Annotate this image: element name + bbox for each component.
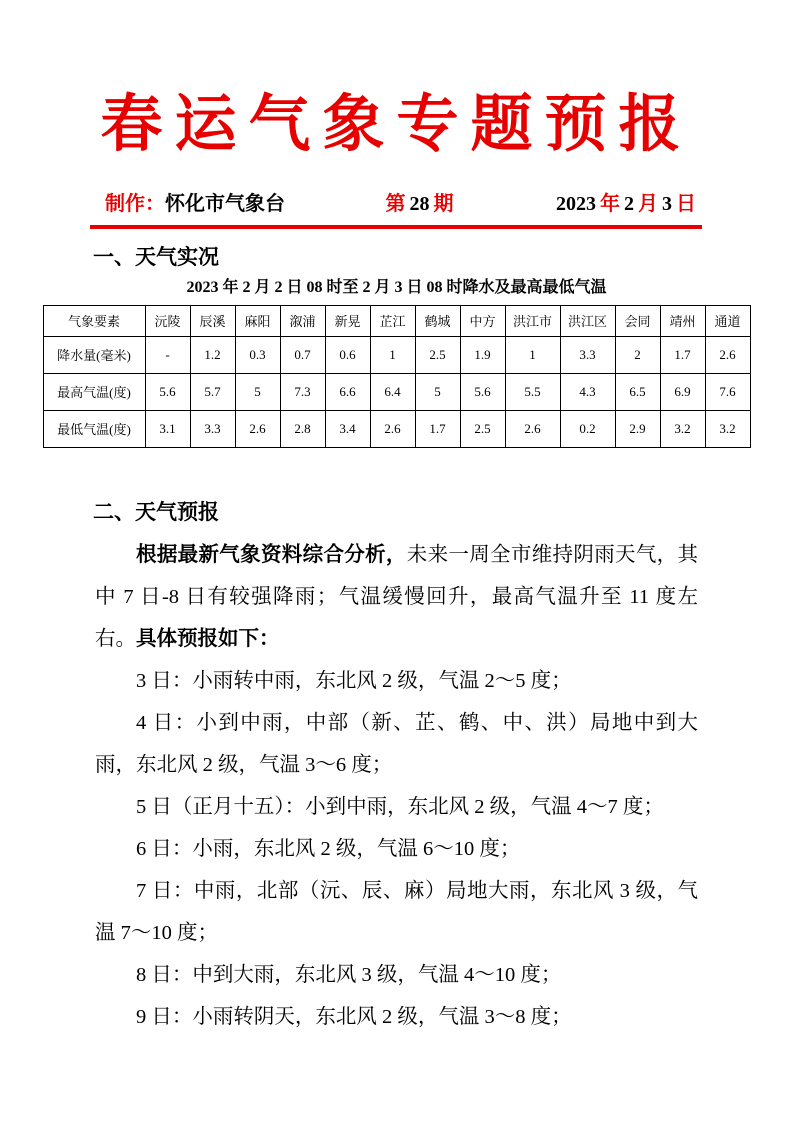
issue-number: 28 [409,192,430,215]
value-cell: 7.6 [705,373,750,410]
producer-name: 怀化市气象台 [165,192,285,215]
document-title: 春运气象专题预报 [100,87,693,160]
intro-tail-bold: 具体预报如下： [136,627,280,650]
header-cell: 沅陵 [145,305,190,336]
value-cell: 1.7 [660,336,705,373]
header-cell: 靖州 [660,305,705,336]
divider-rule [90,225,702,229]
value-cell: 3.1 [145,410,190,447]
value-cell: 2.9 [615,410,660,447]
value-cell: 1.9 [460,336,505,373]
table-header-row [43,305,750,336]
section1-heading: 一、天气实况 [93,244,219,269]
value-cell: 5.6 [145,373,190,410]
header-cell: 洪江区 [560,305,615,336]
value-cell: 5.5 [505,373,560,410]
value-cell: 0.2 [560,410,615,447]
value-cell: 5 [415,373,460,410]
intro-lead-bold: 根据最新气象资料综合分析， [136,543,407,566]
value-cell: 3.2 [660,410,705,447]
header-cell: 洪江市 [505,305,560,336]
value-cell: 6.5 [615,373,660,410]
value-cell: 2.6 [235,410,280,447]
value-cell: 3.3 [190,410,235,447]
value-cell: 3.2 [705,410,750,447]
value-cell: 0.6 [325,336,370,373]
masthead-producer [105,191,285,217]
header-cell: 辰溪 [190,305,235,336]
header-cell: 芷江 [370,305,415,336]
value-cell: 0.7 [280,336,325,373]
forecast-line-day5: 5 日（正月十五）：小到中雨，东北风 2 级，气温 4～7 度； [136,795,664,818]
row-label-cell: 最高气温(度) [43,373,145,410]
forecast-line-day9: 9 日：小雨转阴天，东北风 2 级，气温 3～8 度； [136,1005,572,1028]
forecast-line-day8: 8 日：中到大雨，东北风 3 级，气温 4～10 度； [136,963,562,986]
value-cell: 7.3 [280,373,325,410]
date-month: 2 [624,192,634,215]
value-cell: 5 [235,373,280,410]
value-cell: 3.3 [560,336,615,373]
header-cell: 新晃 [325,305,370,336]
header-cell: 气象要素 [43,305,145,336]
masthead-issue [384,191,456,217]
value-cell: - [145,336,190,373]
row-label-cell: 降水量(毫米) [43,336,145,373]
table-row-precipitation [43,336,750,373]
forecast-line-day4: 4 日：小到中雨，中部（新、芷、鹤、中、洪）局地中到大雨，东北风 2 级，气温 3～6 度； [95,711,698,776]
producer-label: 制作： [105,192,165,215]
forecast-line-day7: 7 日：中雨，北部（沅、辰、麻）局地大雨，东北风 3 级，气温 7～10 度； [95,879,698,944]
value-cell: 3.4 [325,410,370,447]
value-cell: 1.2 [190,336,235,373]
table-row-max-temp [43,373,750,410]
header-cell: 溆浦 [280,305,325,336]
value-cell: 2.6 [505,410,560,447]
value-cell: 2.6 [370,410,415,447]
value-cell: 2.5 [460,410,505,447]
date-day-unit: 日 [676,192,696,215]
section2-heading: 二、天气预报 [93,499,219,524]
date-year-unit: 年 [600,192,620,215]
table-row-min-temp [43,410,750,447]
issue-prefix: 第 [385,192,406,215]
value-cell: 6.4 [370,373,415,410]
issue-suffix: 期 [433,192,454,215]
weather-table-title: 2023 年 2 月 2 日 08 时至 2 月 3 日 08 时降水及最高最低气温 [186,278,607,296]
date-month-unit: 月 [638,192,658,215]
value-cell: 1 [370,336,415,373]
header-cell: 中方 [460,305,505,336]
date-year: 2023 [556,192,596,215]
header-cell: 通道 [705,305,750,336]
value-cell: 2.6 [705,336,750,373]
value-cell: 2.8 [280,410,325,447]
masthead-date [554,191,698,217]
intro-body-text: 未来一周全市维持阴雨天气，其中 7 日-8 日有较强降雨；气温缓慢回升，最高气温升至 11 度左右。 [95,543,698,650]
value-cell: 4.3 [560,373,615,410]
value-cell: 5.6 [460,373,505,410]
value-cell: 2 [615,336,660,373]
row-label-cell: 最低气温(度) [43,410,145,447]
value-cell: 2.5 [415,336,460,373]
value-cell: 1.7 [415,410,460,447]
value-cell: 6.6 [325,373,370,410]
forecast-intro-paragraph [95,534,698,660]
forecast-line-day6: 6 日：小雨，东北风 2 级，气温 6～10 度； [136,837,521,860]
header-cell: 麻阳 [235,305,280,336]
forecast-line-day3: 3 日：小雨转中雨，东北风 2 级，气温 2～5 度； [136,669,572,692]
value-cell: 5.7 [190,373,235,410]
weather-table [43,305,751,448]
value-cell: 0.3 [235,336,280,373]
header-cell: 鹤城 [415,305,460,336]
date-day: 3 [662,192,672,215]
value-cell: 6.9 [660,373,705,410]
masthead [105,191,698,217]
value-cell: 1 [505,336,560,373]
header-cell: 会同 [615,305,660,336]
